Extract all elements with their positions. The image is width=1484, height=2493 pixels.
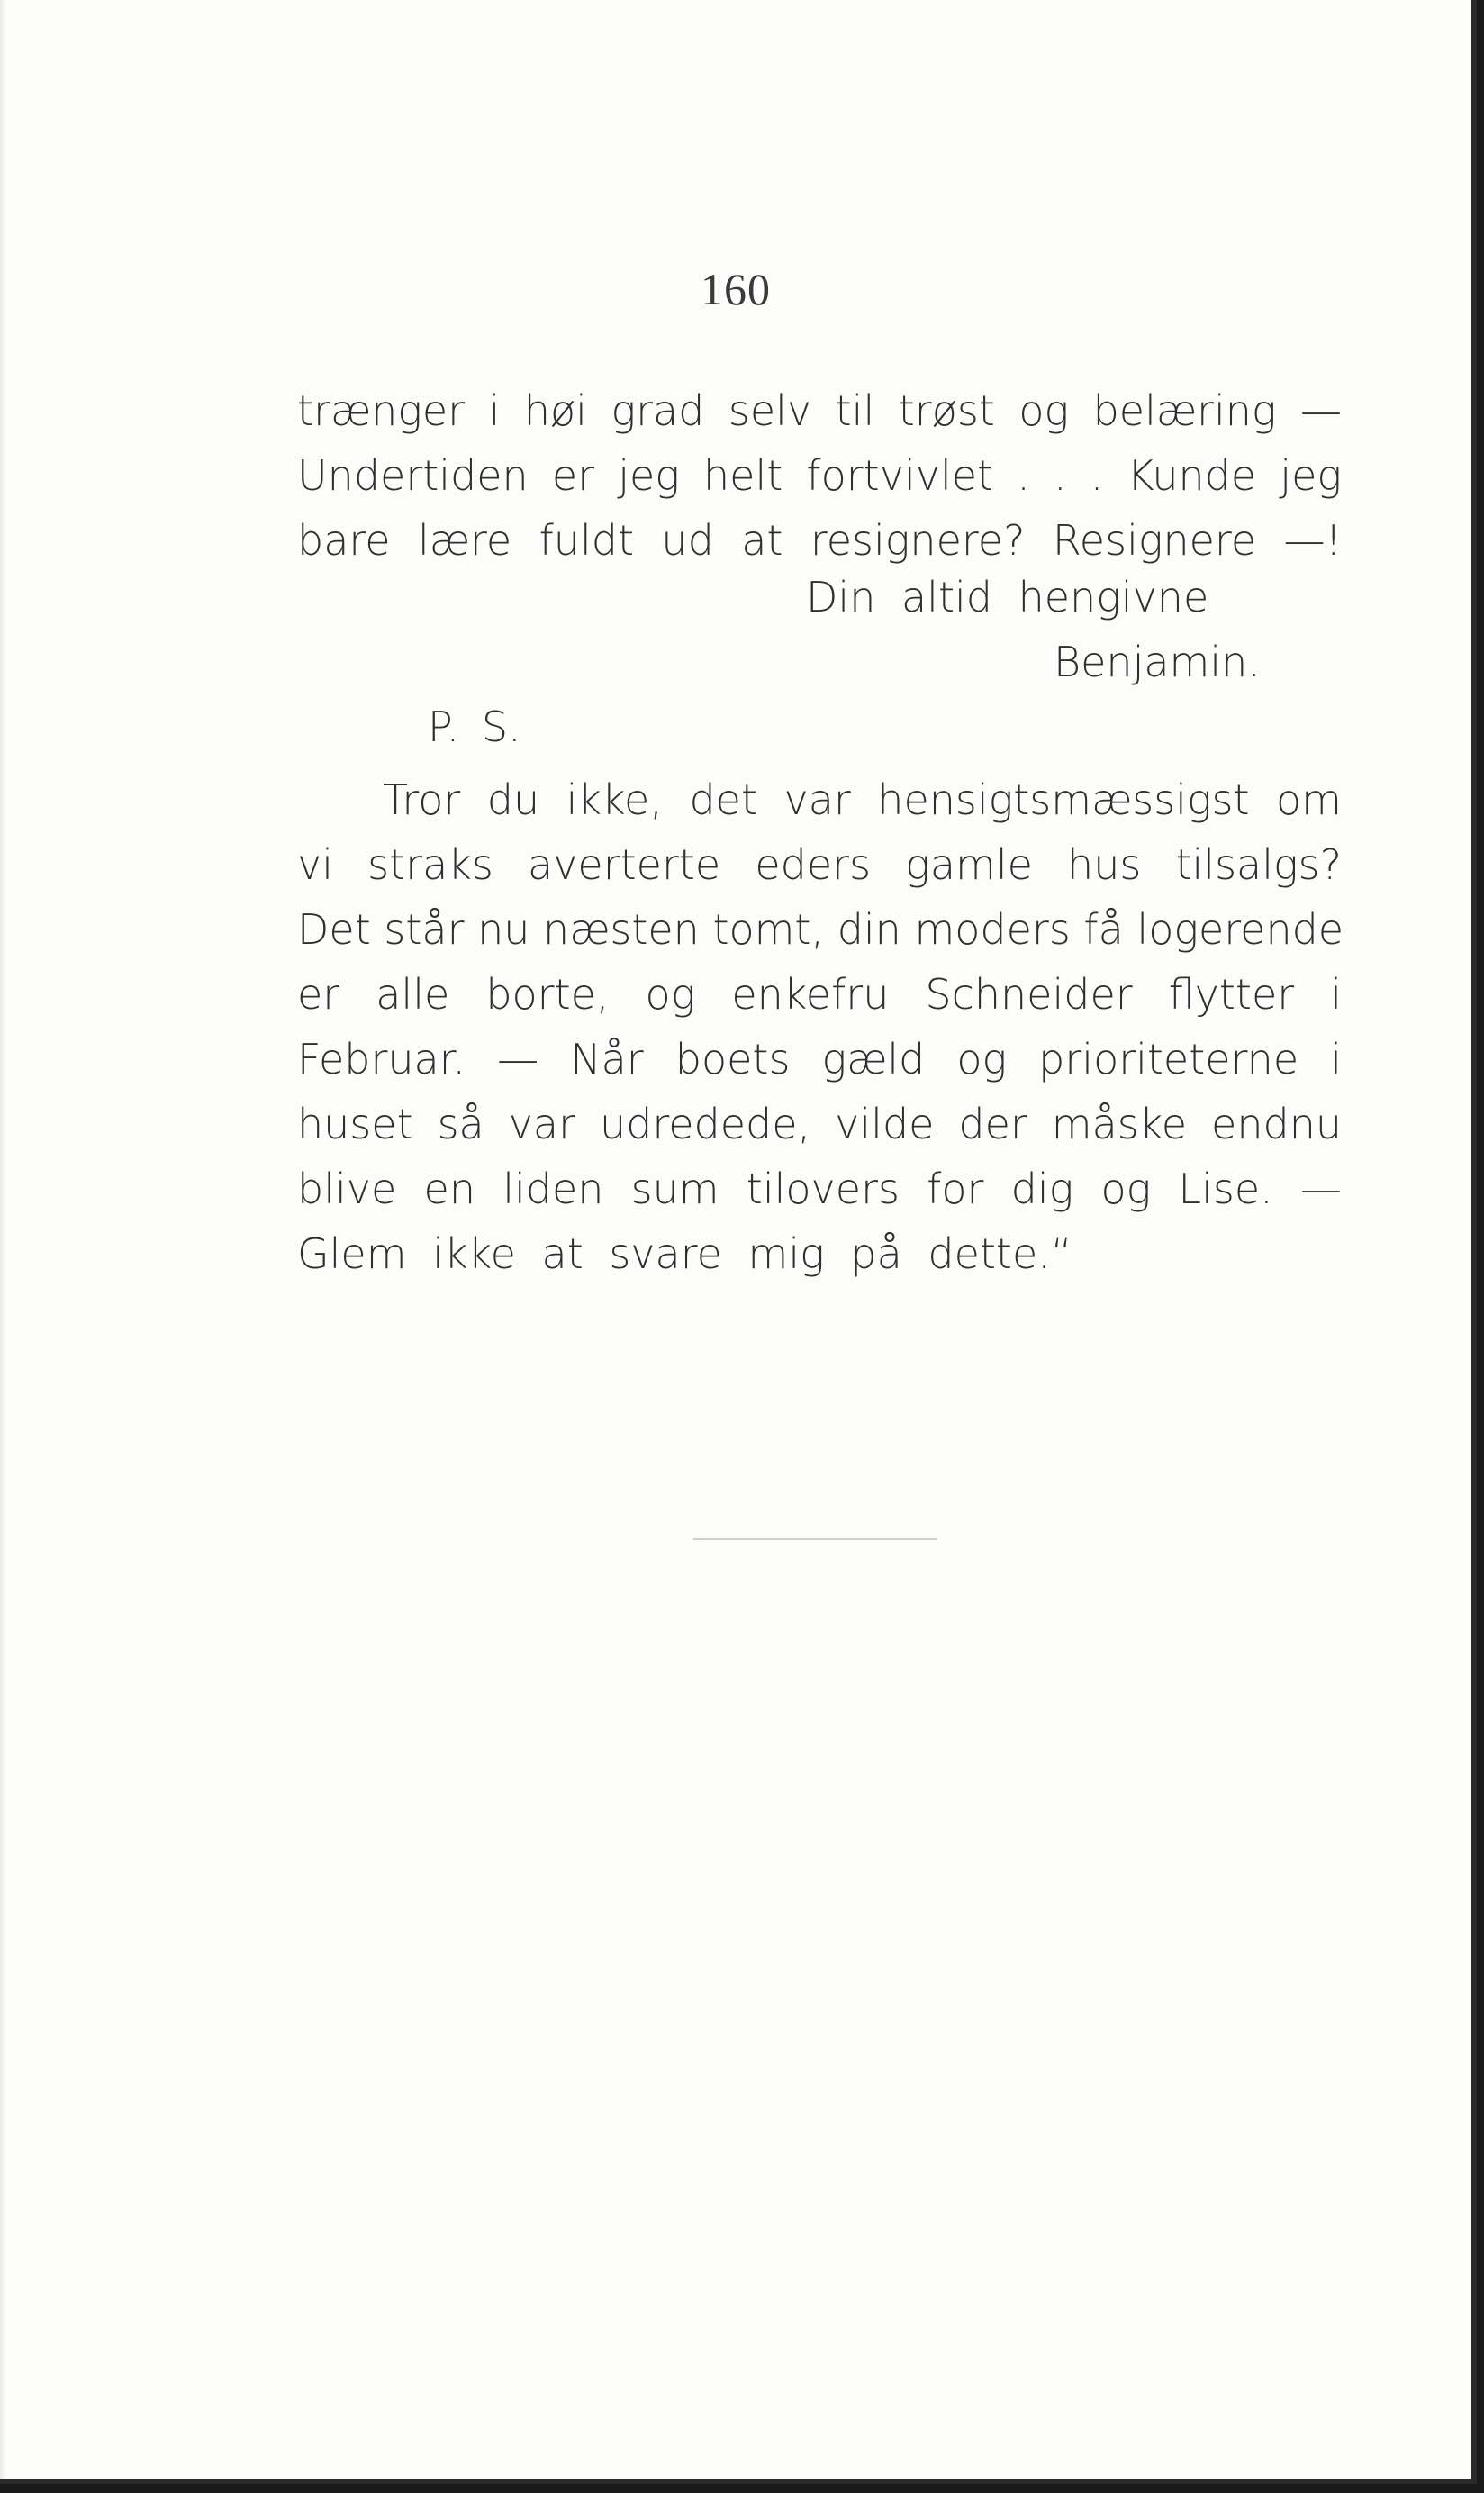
text-line-content: Tror du ikke, det var hensigtsmæssigst om: [383, 775, 1342, 824]
signoff-name: Benjamin.: [1054, 638, 1261, 686]
text-line-content: Undertiden er jeg helt fortvivlet . . . Kunde jeg: [297, 451, 1342, 500]
postscript-body: [297, 767, 1342, 1286]
text-line-content: Glem ikke at svare mig på dette.“: [297, 1229, 1072, 1278]
text-line-content: huset så var udredede, vilde der måske endnu: [297, 1100, 1342, 1148]
signoff-closing: Din altid hengivne: [806, 573, 1209, 621]
text-line: [297, 378, 1342, 443]
text-line: [297, 1092, 1342, 1156]
text-line-content: Februar. — Når boets gæld og prioriteterne i: [297, 1035, 1342, 1083]
text-line-content: bare lære fuldt ud at resignere? Resignere —!: [297, 516, 1342, 565]
text-line-content: vi straks averterte eders gamle hus tilsalgs?: [297, 840, 1342, 889]
text-line: [297, 962, 1342, 1027]
text-line: [297, 443, 1342, 508]
text-line: [297, 1221, 1342, 1286]
text-line: [297, 1027, 1342, 1092]
page-number: 160: [701, 264, 771, 314]
text-line-content: Det står nu næsten tomt, din moders få logerende: [297, 905, 1344, 954]
text-line: [297, 767, 1342, 832]
text-line: [297, 897, 1342, 962]
scan-edge-shadow: [0, 0, 5, 2479]
text-line: [297, 832, 1342, 897]
text-line-content: blive en liden sum tilovers for dig og Lise. —: [297, 1165, 1342, 1213]
end-rule-divider: [693, 1538, 937, 1540]
text-line-content: trænger i høi grad selv til trøst og belæring —: [297, 386, 1342, 435]
postscript-label: P. S.: [428, 703, 521, 751]
letter-body: [297, 378, 1342, 573]
text-line: [297, 1156, 1342, 1221]
text-line: [297, 508, 1342, 573]
text-line-content: er alle borte, og enkefru Schneider flytter i: [297, 970, 1342, 1019]
